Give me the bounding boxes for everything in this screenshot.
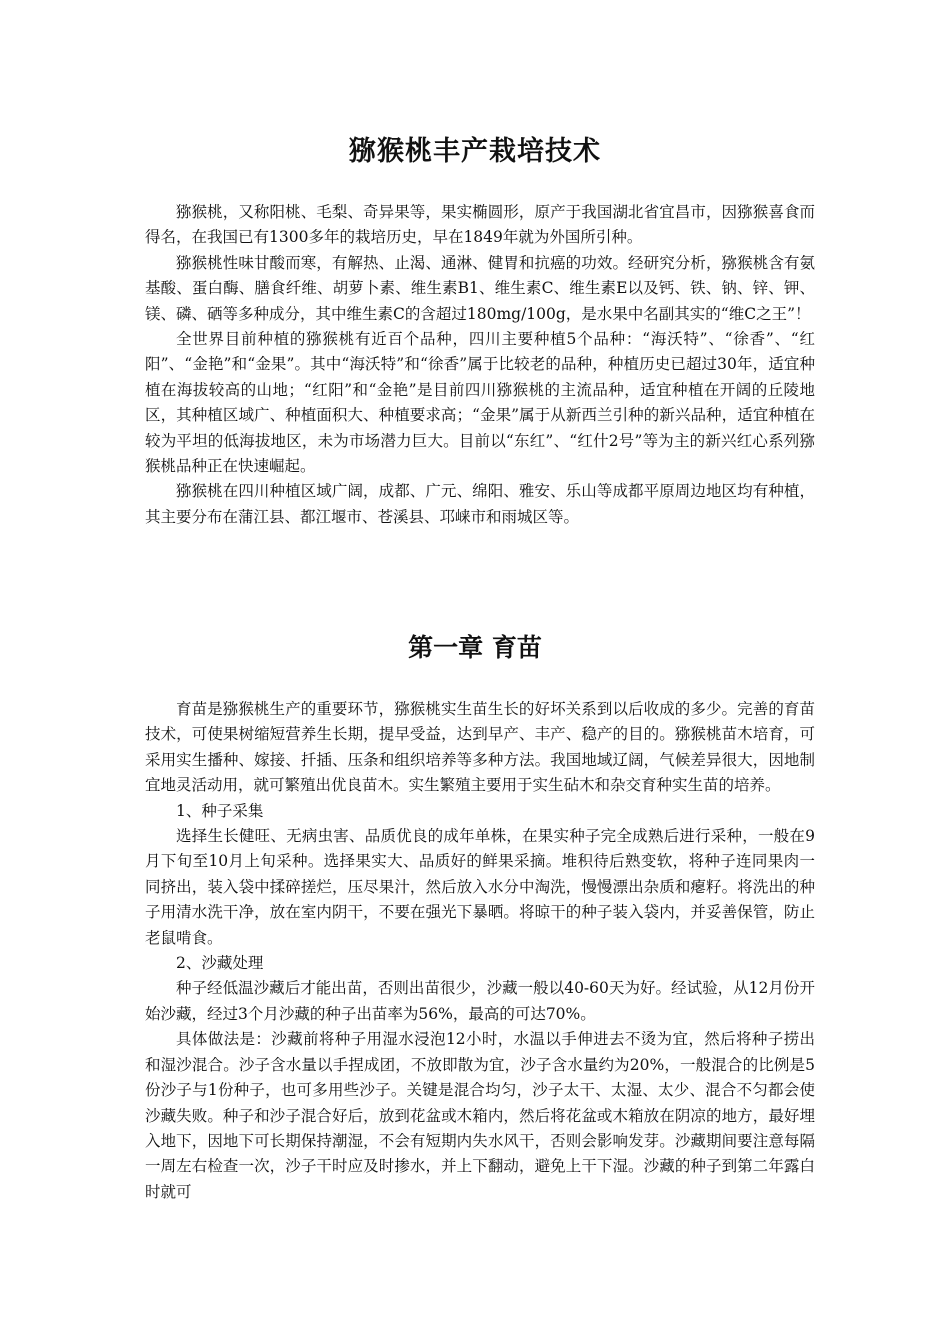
section-heading: 1、种子采集 bbox=[176, 801, 264, 820]
paragraph: 全世界目前种植的猕猴桃有近百个品种，四川主要种植5个品种：“海沃特”、“徐香”、“红阳”、“金艳”和“金果”。其中“海沃特”和“徐香”属于比较老的品种，种植历史已超过30年，适宜种植在海拔较高的山地；“红阳”和“金艳”是目前四川猕猴桃的主流品种，适宜种植在开阔的丘陵地区，其种植区域广、种植面积大、种植要求高；“金果”属于从新西兰引种的新兴品种，适宜种植在较为平坦的低海拔地区，未为市场潜力巨大。目前以“东红”、“红什2号”等为主的新兴红心系列猕猴桃品种正在快速崛起。 bbox=[145, 330, 815, 476]
chapter-1-section bbox=[145, 697, 815, 1205]
paragraph: 猕猴桃，又称阳桃、毛梨、奇异果等，果实椭圆形，原产于我国湖北省宜昌市，因猕猴喜食而得名，在我国已有1300多年的栽培历史，早在1849年就为外国所引种。 bbox=[145, 203, 815, 247]
paragraph: 育苗是猕猴桃生产的重要环节，猕猴桃实生苗生长的好坏关系到以后收成的多少。完善的育苗技术，可使果树缩短营养生长期，提早受益，达到早产、丰产、稳产的目的。猕猴桃苗木培育，可采用实生播种、嫁接、扦插、压条和组织培养等多种方法。我国地域辽阔，气候差异很大，因地制宜地灵活动用，就可繁殖出优良苗木。实生繁殖主要用于实生砧木和杂交育种实生苗的培养。 bbox=[145, 700, 815, 795]
section-heading: 2、沙藏处理 bbox=[176, 954, 264, 973]
paragraph: 具体做法是：沙藏前将种子用湿水浸泡12小时，水温以手伸进去不烫为宜，然后将种子捞出和湿沙混合。沙子含水量以手捏成团，不放即散为宜，沙子含水量约为20%，一般混合的比例是5份沙子与1份种子，也可多用些沙子。关键是混合均匀，沙子太干、太湿、太少、混合不匀都会使沙藏失败。种子和沙子混合好后，放到花盆或木箱内，然后将花盆或木箱放在阴凉的地方，最好埋入地下，因地下可长期保持潮湿，不会有短期内失水风干，否则会影响发芽。沙藏期间要注意每隔一周左右检查一次，沙子干时应及时掺水，并上下翻动，避免上干下湿。沙藏的种子到第二年露白时就可 bbox=[145, 1030, 815, 1201]
paragraph: 种子经低温沙藏后才能出苗，否则出苗很少，沙藏一般以40-60天为好。经试验，从12月份开始沙藏，经过3个月沙藏的种子出苗率为56%，最高的可达70%。 bbox=[145, 979, 815, 1023]
intro-section bbox=[145, 200, 815, 530]
paragraph: 选择生长健旺、无病虫害、品质优良的成年单株，在果实种子完全成熟后进行采种，一般在9月下旬至10月上旬采种。选择果实大、品质好的鲜果采摘。堆积待后熟变软，将种子连同果肉一同挤出，装入袋中揉碎搓烂，压尽果汁，然后放入水分中淘洗，慢慢漂出杂质和瘪籽。将洗出的种子用清水洗干净，放在室内阴干，不要在强光下暴晒。将晾干的种子装入袋内，并妥善保管，防止老鼠啃食。 bbox=[145, 827, 815, 947]
paragraph: 猕猴桃在四川种植区域广阔，成都、广元、绵阳、雅安、乐山等成都平原周边地区均有种植，其主要分布在蒲江县、都江堰市、苍溪县、邛崃市和雨城区等。 bbox=[145, 482, 815, 526]
document-title: 猕猴桃丰产栽培技术 bbox=[349, 136, 601, 167]
chapter-title: 第一章 育苗 bbox=[408, 633, 542, 662]
paragraph: 猕猴桃性味甘酸而寒，有解热、止渴、通淋、健胃和抗癌的功效。经研究分析，猕猴桃含有氨基酸、蛋白酶、膳食纤维、胡萝卜素、维生素B1、维生素C、维生素E以及钙、铁、钠、锌、钾、镁、磷、硒等多种成分，其中维生素C的含超过180mg/100g，是水果中名副其实的“维C之王”！ bbox=[145, 253, 815, 323]
